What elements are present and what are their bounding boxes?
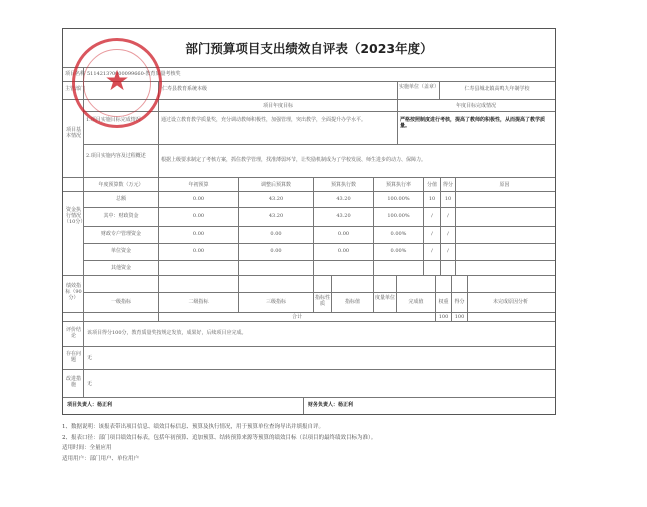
funding-header: 得分 (442, 182, 453, 188)
grid-line (63, 177, 555, 178)
funding-section-label: 资金执行情况（10分） (64, 207, 86, 225)
grid-line (83, 144, 555, 145)
conclusion-label: 评价结论 (65, 327, 81, 339)
official-seal (72, 38, 162, 128)
note-line: 1、数据说明：该报表带出项目信息、绩效目标信息、预算及执行情况，用于预算单位查询导出并填报自评。 (62, 424, 325, 430)
seal-star-icon: ★ (104, 64, 130, 97)
grid-line (63, 397, 555, 398)
funding-header: 原因 (499, 182, 510, 188)
grid-line (83, 226, 555, 227)
funding-adjusted: 43.20 (268, 213, 284, 219)
grid-line (238, 177, 239, 275)
grid-line (63, 191, 555, 192)
funding-row-label: 其中：财政资金 (103, 213, 139, 219)
funding-rate: 100.00% (387, 196, 410, 202)
funding-adjusted: 0.00 (270, 231, 282, 237)
funding-executed: 43.20 (336, 196, 351, 202)
measures-label: 改进措施 (65, 376, 81, 388)
issues-label: 存在问题 (65, 351, 81, 363)
perf-header: 二级指标 (188, 299, 209, 305)
project-name-value: 5114213?0000099660-教育质量考核奖 (87, 71, 181, 77)
funding-header: 年度预算数（万元） (98, 182, 144, 188)
grid-line (467, 275, 468, 321)
grid-line (63, 369, 555, 370)
perf-header: 未完成原因分析 (492, 299, 528, 305)
note-line: 2、报表口径：部门项目绩效目标表，包括年初预算、追加预算、结转预算来源等预算的绩效目标（以项目的最终绩效目标为准）。 (62, 434, 377, 441)
funding-executed: 0.00 (337, 231, 350, 237)
funding-got: / (447, 231, 449, 237)
item1-label: 1.项目实施目标完成情况 (86, 117, 141, 123)
funding-adjusted: 43.20 (268, 196, 284, 202)
funding-got: / (447, 213, 449, 219)
perf-header: 三级指标 (265, 299, 286, 305)
perf-header: 指标性质 (314, 295, 330, 307)
funding-score: / (431, 248, 433, 254)
impl-label: 实施单位（盖章） (399, 84, 440, 90)
funding-got: / (447, 248, 449, 254)
perf-header: 得分 (454, 299, 465, 305)
grid-line (83, 260, 555, 261)
perf-header: 度量单位 (374, 295, 395, 301)
perf-header: 一级指标 (110, 299, 131, 305)
grid-line (83, 243, 555, 244)
dept-value: 仁寿县教育系统本级 (162, 86, 208, 92)
impl-value: 仁寿县城北镇高鸣九年制学校 (464, 86, 530, 92)
funding-score: / (431, 213, 433, 219)
grid-line (238, 275, 239, 312)
grid-line (83, 111, 555, 112)
measures-value: 无 (87, 381, 93, 387)
funding-executed: 0.00 (337, 248, 350, 254)
grid-line (303, 397, 304, 414)
funding-header: 预算执行率 (385, 182, 411, 188)
funding-header: 预算执行数 (330, 182, 356, 188)
grid-line (331, 275, 332, 312)
funding-init: 0.00 (192, 231, 205, 237)
item1-complete: 严格按照制度进行考核，提高了教师的积极性，从而提高了教学质量。 (400, 117, 546, 129)
grid-line (396, 275, 397, 312)
grid-line (63, 275, 555, 276)
funding-score: / (431, 231, 433, 237)
grid-line (373, 275, 374, 312)
form-title: 部门预算项目支出绩效自评表（2023年度） (185, 41, 433, 56)
goal-header: 项目年度目标 (262, 103, 293, 109)
total-score: 100 (454, 314, 465, 320)
grid-line (440, 177, 441, 275)
conclusion-value: 该项目得分100分，教育质量奖按规定发放，成果好，后续项目应完成。 (87, 330, 247, 336)
item2-text: 根据上级要求制定了考核方案，抓住教学管理，找准薄弱环节，让奖励机制成为了学校发展、师生进步的动力、保障力。 (161, 157, 427, 163)
funding-header: 调整后预算数 (260, 182, 291, 188)
funding-rate: 0.00% (390, 231, 407, 237)
project-leader: 项目负责人：杨正利 (67, 402, 113, 408)
funding-row-label: 总额 (115, 196, 126, 202)
overview-label: 项目基本情况 (65, 127, 81, 139)
project-name-label: 项目名称 (65, 71, 86, 77)
grid-line (63, 312, 555, 313)
funding-rate: 100.00% (387, 213, 410, 219)
perf-header: 指标值 (344, 299, 360, 305)
funding-row-label: 单位资金 (110, 248, 131, 254)
grid-line (373, 177, 374, 275)
grid-line (83, 292, 555, 293)
funding-adjusted: 0.00 (270, 248, 282, 254)
total-weight: 100 (438, 314, 449, 320)
note-line: 适用用户：部门用户、单位用户 (62, 455, 140, 462)
funding-got: 10 (444, 196, 452, 202)
issues-value: 无 (87, 355, 93, 361)
funding-rate: 0.00% (390, 248, 407, 254)
funding-header: 分值 (426, 182, 437, 188)
funding-executed: 43.20 (336, 213, 351, 219)
perf-header: 完成值 (408, 299, 424, 305)
item1-goal: 通过设立教育教学质量奖，充分调动教师积极性，加强管理，突出教学，全面提升办学水平。 (161, 117, 367, 123)
grid-line (397, 81, 398, 144)
notes (62, 422, 376, 464)
grid-line (63, 346, 555, 347)
item2-label: 2.项目实施内容及过程概述 (86, 153, 146, 159)
grid-line (83, 207, 555, 208)
funding-init: 0.00 (192, 248, 205, 254)
dept-label: 主管部门 (65, 86, 86, 92)
performance-section-label: 绩效指标（90分） (65, 283, 82, 301)
grid-line (439, 81, 440, 99)
grid-line (313, 177, 314, 275)
funding-score: 10 (428, 196, 436, 202)
total-label: 合计 (291, 314, 302, 320)
funding-row-label: 财政专户管理资金 (100, 231, 141, 237)
grid-line (423, 177, 424, 275)
grid-line (63, 321, 555, 322)
note-line: 适用时间：全量应用 (62, 445, 112, 451)
complete-header: 年度目标完成情况 (455, 103, 496, 109)
funding-row-label: 其他资金 (110, 265, 131, 271)
perf-header: 权重 (438, 299, 449, 305)
grid-line (158, 177, 159, 275)
grid-line (455, 177, 456, 275)
finance-leader: 财务负责人：杨正利 (308, 402, 354, 408)
funding-header: 年初预算 (188, 182, 209, 188)
funding-init: 0.00 (192, 196, 205, 202)
funding-init: 0.00 (192, 213, 205, 219)
